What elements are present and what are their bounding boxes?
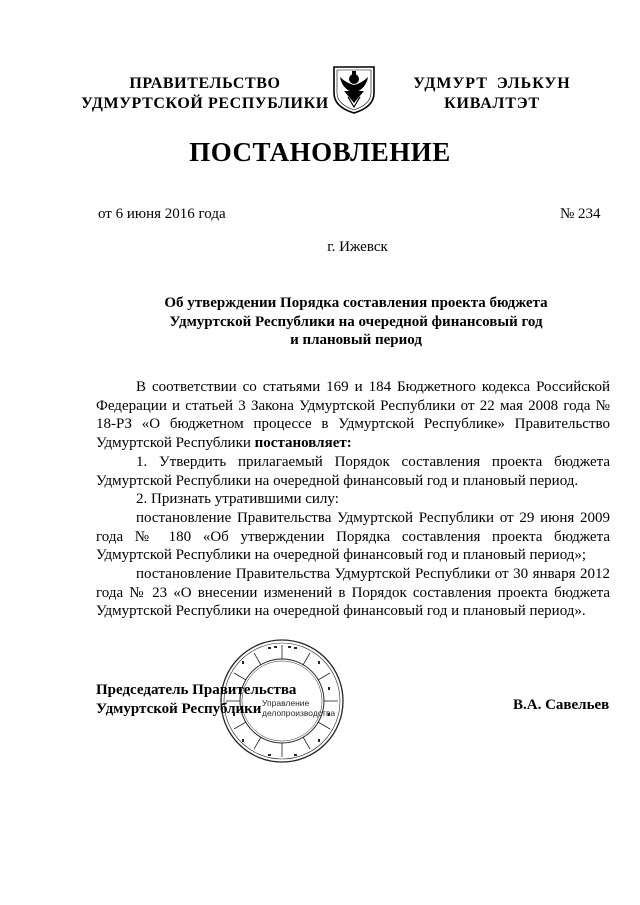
header-right-line2: КИВАЛТЭТ <box>444 95 540 112</box>
preamble-paragraph <box>96 378 610 453</box>
item1-paragraph: 1. Утвердить прилагаемый Порядок составления проекта бюджета Удмуртской Республики на очередной финансовый год и плановый период. <box>96 453 610 489</box>
signer-position-line1: Председатель Правительства <box>96 682 297 698</box>
signer-position <box>96 681 356 718</box>
signer-name: В.А. Савельев <box>513 697 610 713</box>
doc-date: от 6 июня 2016 года <box>98 206 226 222</box>
doc-city: г. Ижевск <box>327 239 388 255</box>
header-left-line1: ПРАВИТЕЛЬСТВО <box>129 75 281 92</box>
subject-line2: Удмуртской Республики на очередной финансовый год <box>169 313 543 330</box>
resolves-text: постановляет: <box>254 435 352 452</box>
subject-line3: и плановый период <box>290 332 422 348</box>
header-right-line1: УДМУРТ ЭЛЬКУН <box>413 75 571 92</box>
doc-body <box>96 378 610 621</box>
doc-number: № 234 <box>560 206 601 222</box>
item2a-paragraph: постановление Правительства Удмуртской Республики от 29 июня 2009 года № 180 «Об утверждении Порядка составления проекта бюджета Удмуртской Республики на очередной финансовый год и плановый период»; <box>96 509 610 564</box>
preamble-text: В соответствии со статьями 169 и 184 Бюджетного кодекса Российской Федерации и статьей 3 Закона Удмуртской Республики от 22 мая 2008 года № 18-РЗ «О бюджетном процессе в Удмуртской Республике» Правительство Удмуртской Республики <box>96 379 610 452</box>
stamp-inner-line2: делопроизводства <box>262 708 336 718</box>
item2-paragraph: 2. Признать утратившими силу: <box>136 491 339 508</box>
header-right <box>392 74 592 114</box>
signer-position-line2: Удмуртской Республики <box>96 700 262 717</box>
header-left-line2: УДМУРТСКОЙ РЕСПУБЛИКИ <box>81 95 329 112</box>
doc-type-title: ПОСТАНОВЛЕНИЕ <box>189 137 451 167</box>
coat-of-arms-icon <box>330 63 378 115</box>
doc-subject <box>96 294 616 350</box>
subject-line1: Об утверждении Порядка составления проекта бюджета <box>164 295 548 311</box>
stamp-inner-line1: Управление <box>262 698 310 708</box>
item2b-paragraph: постановление Правительства Удмуртской Республики от 30 января 2012 года № 23 «О внесении изменений в Порядок составления проекта бюджета Удмуртской Республики на очередной финансовый год и плановый период». <box>96 566 610 620</box>
header-left <box>80 74 330 114</box>
